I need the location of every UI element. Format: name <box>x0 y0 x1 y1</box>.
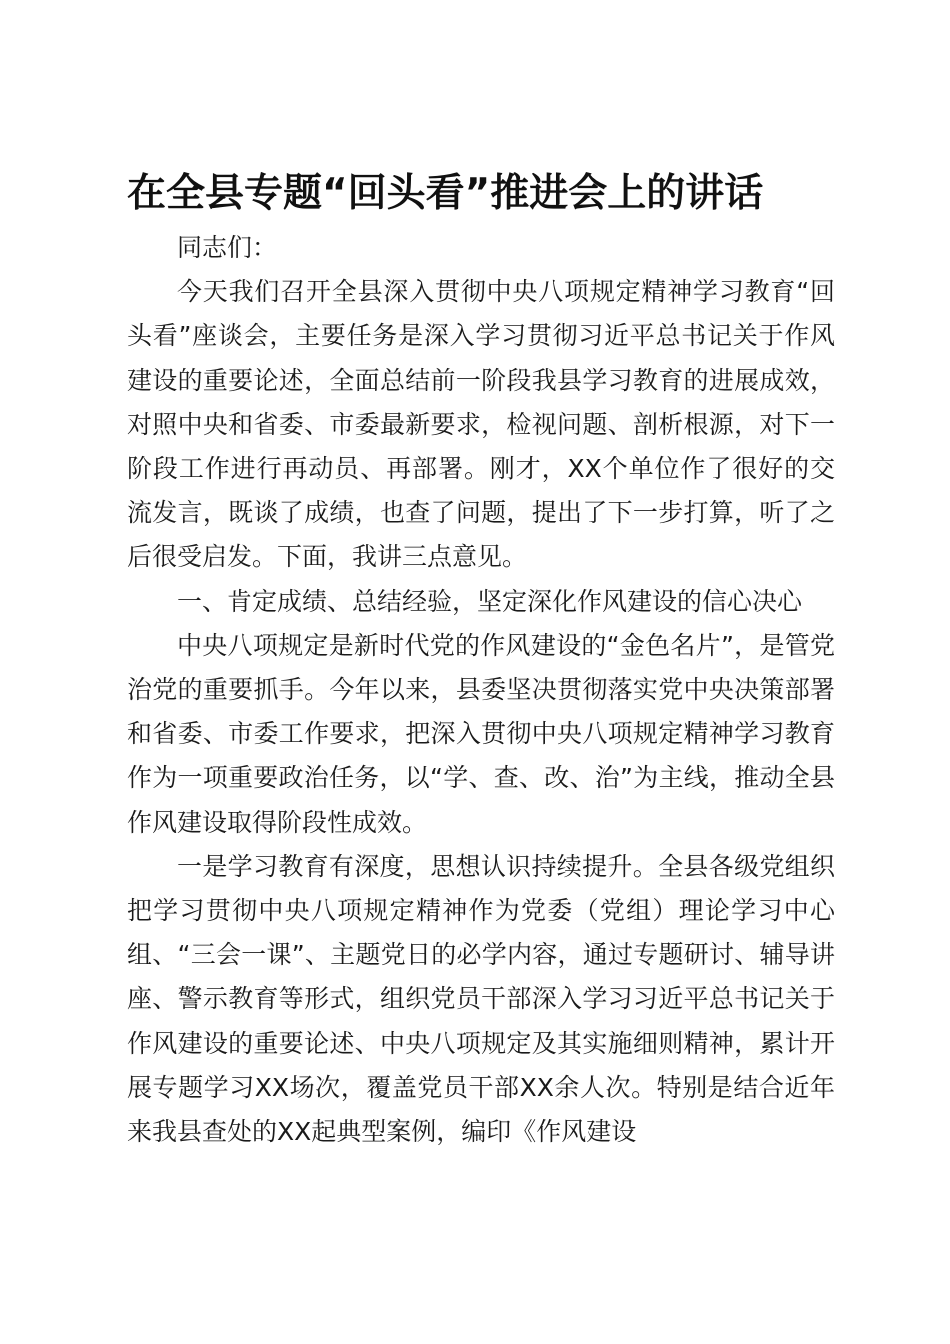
salutation: 同志们： <box>177 233 278 262</box>
document-body <box>127 226 835 1154</box>
paragraph-section-intro: 中央八项规定是新时代党的作风建设的“金色名片”，是管党治党的重要抓手。今年以来，县委坚决贯彻落实党中央决策部署和省委、市委工作要求，把深入贯彻中央八项规定精神学习教育作为一项重要政治任务，以“学、查、改、治”为主线，推动全县作风建设取得阶段性成效。 <box>127 630 835 837</box>
document-title: 在全县专题“回头看”推进会上的讲话 <box>127 171 764 216</box>
paragraph-opening: 今天我们召开全县深入贯彻中央八项规定精神学习教育“回头看”座谈会，主要任务是深入学习贯彻习近平总书记关于作风建设的重要论述，全面总结前一阶段我县学习教育的进展成效，对照中央和省委、市委最新要求，检视问题、剖析根源，对下一阶段工作进行再动员、再部署。刚才，XX个单位作了很好的交流发言，既谈了成绩，也查了问题，提出了下一步打算，听了之后很受启发。下面，我讲三点意见。 <box>127 277 835 572</box>
paragraph-point-one: 一是学习教育有深度，思想认识持续提升。全县各级党组织把学习贯彻中央八项规定精神作为党委（党组）理论学习中心组、“三会一课”、主题党日的必学内容，通过专题研讨、辅导讲座、警示教育等形式，组织党员干部深入学习习近平总书记关于作风建设的重要论述、中央八项规定及其实施细则精神，累计开展专题学习XX场次，覆盖党员干部XX余人次。特别是结合近年来我县查处的XX起典型案例，编印《作风建设 <box>127 851 835 1147</box>
section-heading: 一、肯定成绩、总结经验，坚定深化作风建设的信心决心 <box>177 586 803 616</box>
